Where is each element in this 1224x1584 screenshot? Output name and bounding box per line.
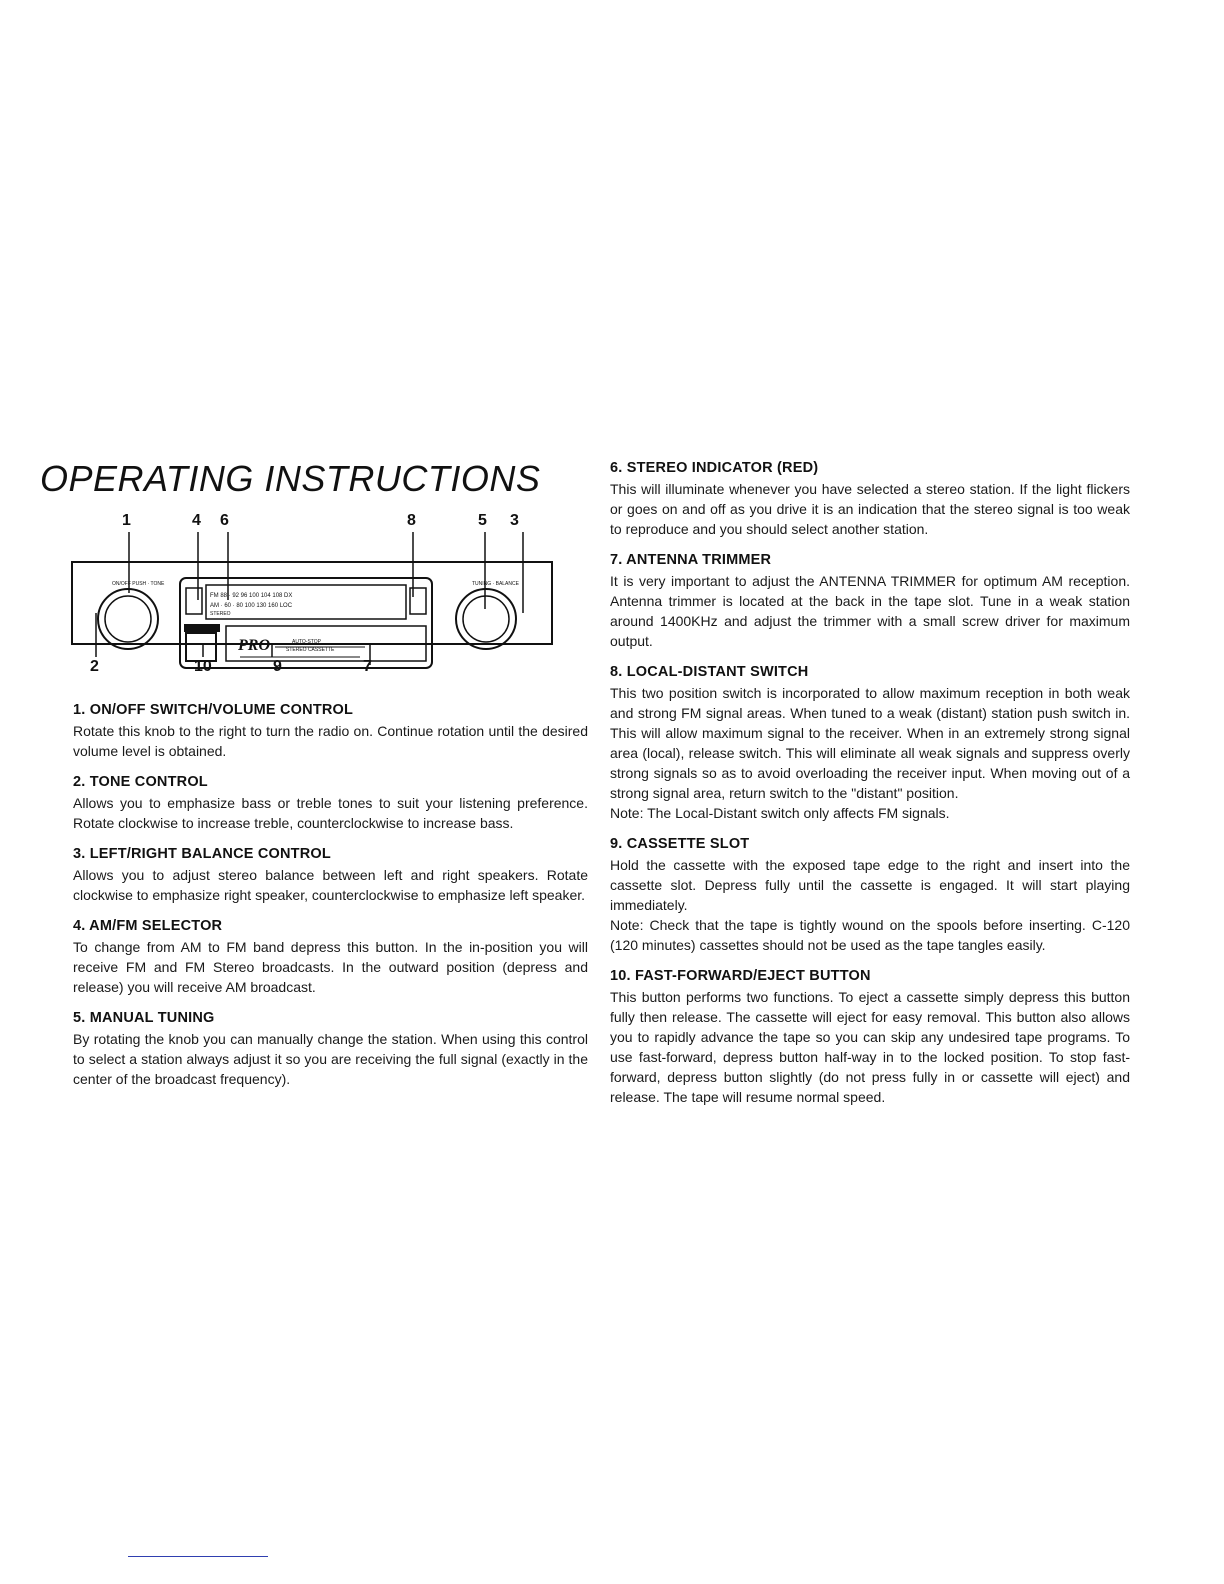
section-body: Rotate this knob to the right to turn the radio on. Continue rotation until the desired volume level is obtained. — [73, 723, 588, 759]
section-heading: 9. CASSETTE SLOT — [610, 836, 750, 852]
radio-diagram — [60, 505, 560, 675]
callout-10: 10 — [194, 658, 212, 675]
section-2 — [73, 774, 588, 833]
right-knob-label: TUNING · BALANCE — [472, 581, 519, 587]
section-3 — [73, 846, 588, 905]
callout-9: 9 — [273, 658, 282, 675]
section-5 — [73, 1010, 588, 1089]
section-heading: 7. ANTENNA TRIMMER — [610, 552, 772, 568]
brand-logo: PRO — [238, 637, 270, 654]
section-heading: 8. LOCAL-DISTANT SWITCH — [610, 664, 809, 680]
section-body: This button performs two functions. To eject a cassette simply depress this button fully then release. The cassette will eject for easy removal. This button also allows you to rapidly advance the tape so you can skip any undesired tape programs. To use fast-forward, depress button half-way in to the locked position. To stop fast-forward, depress button slightly (do not press fully in or cassette will eject) and release. The tape will resume normal speed. — [610, 989, 1130, 1105]
footer-rule — [128, 1556, 268, 1557]
dial-am-row: AM · 60 · 80 100 130 160 LOC — [210, 603, 293, 609]
section-body: To change from AM to FM band depress this button. In the in-position you will receive FM and FM Stereo broadcasts. In the outward position (depress and release) you will receive AM broadcast. — [73, 939, 588, 995]
section-4 — [73, 918, 588, 997]
callout-7: 7 — [363, 658, 372, 675]
am-fm-button — [186, 588, 202, 614]
page-title: OPERATING INSTRUCTIONS — [40, 458, 541, 499]
section-body: By rotating the knob you can manually change the station. When using this control to select a station always adjust it so you are receiving the full signal (exactly in the center of the broadcast frequency). — [73, 1031, 588, 1087]
callout-5: 5 — [478, 512, 487, 529]
section-heading: 3. LEFT/RIGHT BALANCE CONTROL — [73, 846, 331, 862]
section-7 — [610, 552, 1130, 651]
section-1 — [73, 702, 588, 761]
callout-8: 8 — [407, 512, 416, 529]
section-heading: 4. AM/FM SELECTOR — [73, 918, 223, 934]
tuning-knob — [456, 589, 516, 649]
model-label: AUTO-STOP — [292, 639, 321, 645]
callout-1: 1 — [122, 512, 131, 529]
left-column — [73, 702, 588, 1102]
section-body: This will illuminate whenever you have selected a stereo station. If the light flickers or goes on and off as you drive it is an indication that the stereo signal is too weak to reproduce and you should select another station. — [610, 481, 1130, 537]
model-sub-label: STEREO CASSETTE — [286, 647, 335, 653]
section-10 — [610, 968, 1130, 1107]
dial-stereo: STEREO — [210, 611, 231, 617]
left-knob-label: ON/OFF PUSH · TONE — [112, 581, 165, 587]
section-note: Note: The Local-Distant switch only affects FM signals. — [610, 805, 950, 821]
section-6 — [610, 460, 1130, 539]
section-body: It is very important to adjust the ANTENNA TRIMMER for optimum AM reception. Antenna trimmer is located at the back in the tape slot. Tune in a weak station around 1400KHz and adjust the trimmer with a small screw driver for maximum output. — [610, 573, 1130, 649]
section-9 — [610, 836, 1130, 955]
dial-window — [206, 585, 406, 619]
dial-fm-row: FM 88 · 92 96 100 104 108 DX — [210, 593, 293, 599]
section-body: Allows you to emphasize bass or treble tones to suit your listening preference. Rotate clockwise to increase treble, counterclockwise to increase bass. — [73, 795, 588, 831]
right-column — [610, 460, 1130, 1120]
callout-3: 3 — [510, 512, 519, 529]
section-heading: 5. MANUAL TUNING — [73, 1010, 215, 1026]
section-heading: 1. ON/OFF SWITCH/VOLUME CONTROL — [73, 702, 354, 718]
faceplate — [180, 578, 432, 668]
callout-2: 2 — [90, 658, 99, 675]
eject-button — [186, 633, 216, 661]
section-note: Note: Check that the tape is tightly wound on the spools before inserting. C-120 (120 minutes) cassettes should not be used as the tape tangles easily. — [610, 917, 1130, 953]
section-heading: 2. TONE CONTROL — [73, 774, 208, 790]
section-heading: 6. STEREO INDICATOR (RED) — [610, 460, 819, 476]
section-body: Hold the cassette with the exposed tape edge to the right and insert into the cassette slot. Depress fully until the cassette is engaged. It will start playing immediately. — [610, 857, 1130, 913]
callout-4: 4 — [192, 512, 201, 529]
section-8 — [610, 664, 1130, 823]
section-heading: 10. FAST-FORWARD/EJECT BUTTON — [610, 968, 871, 984]
section-body: This two position switch is incorporated to allow maximum reception in both weak and strong FM signal areas. When tuned to a weak (distant) station push switch in. This will allow maximum signal to the receiver. When in an extremely strong signal area (local), release switch. This will eliminate all weak signals and suppress overly strong signals so as to avoid overloading the receiver input. When moving out of a strong signal area, return switch to the "distant" position. — [610, 685, 1130, 801]
callout-6: 6 — [220, 512, 229, 529]
volume-knob — [98, 589, 158, 649]
section-body: Allows you to adjust stereo balance between left and right speakers. Rotate clockwise to emphasize right speaker, counterclockwise to emphasize left speaker. — [73, 867, 588, 903]
